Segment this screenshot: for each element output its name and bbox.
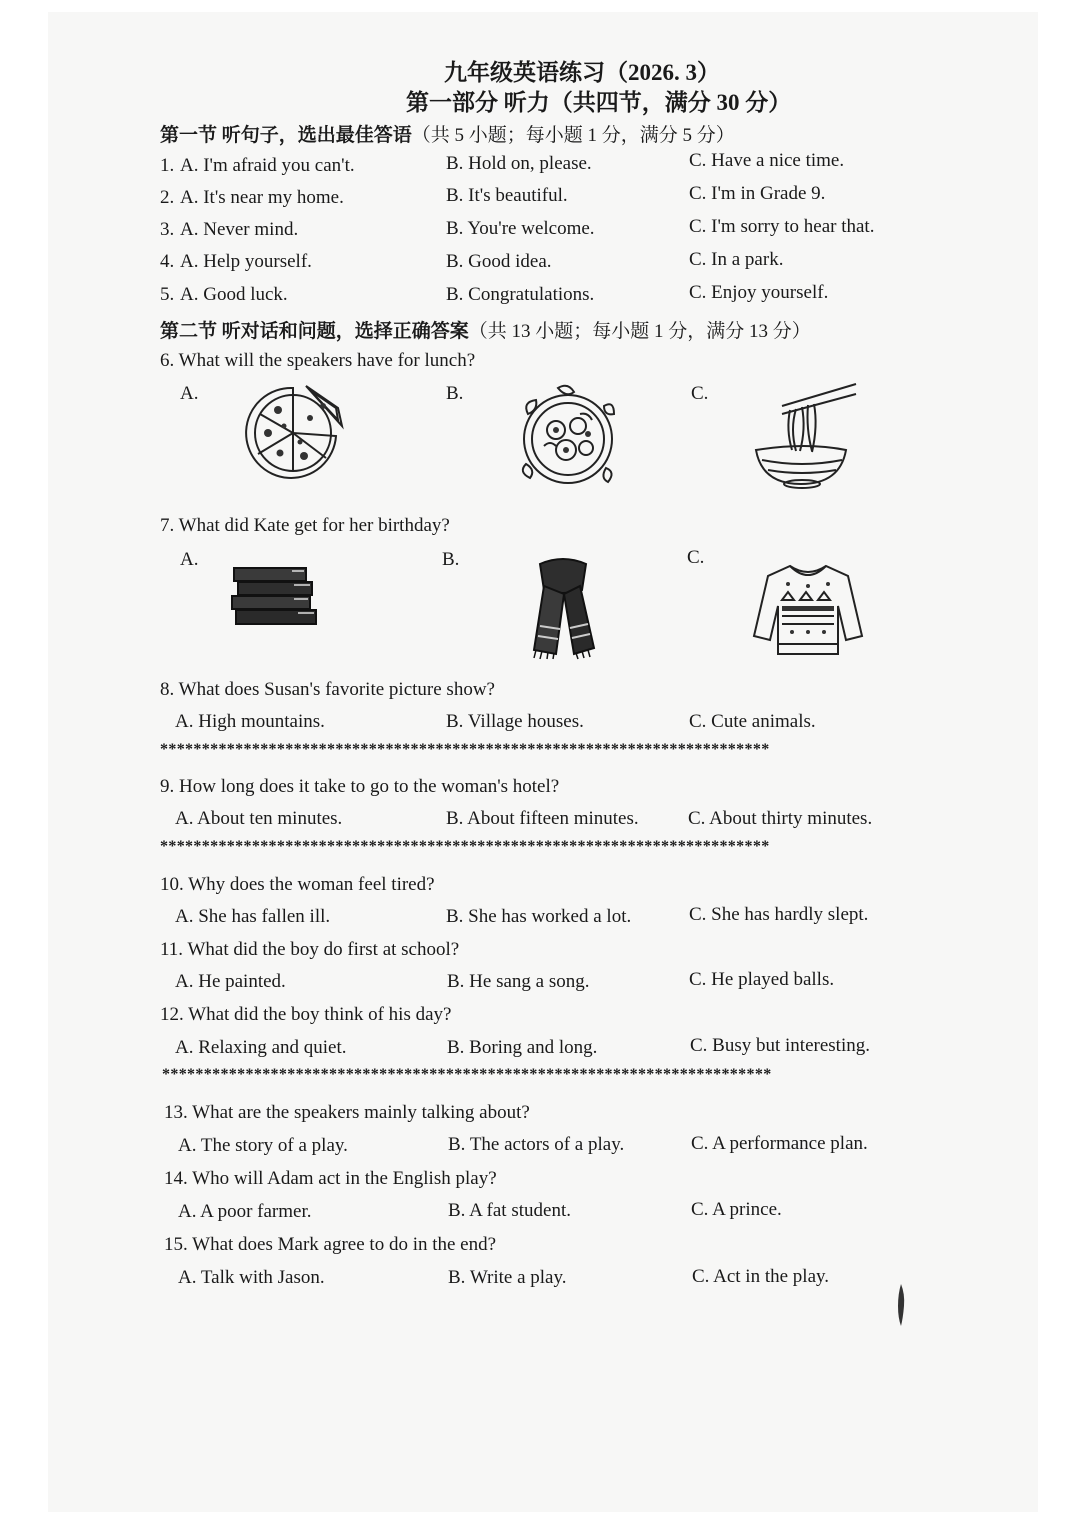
q6-label-b: B. — [446, 383, 464, 404]
option-c: C. Enjoy yourself. — [689, 282, 829, 303]
section1-note: （共 5 小题；每小题 1 分，满分 5 分） — [411, 125, 735, 146]
question-text: 13. What are the speakers mainly talking about? — [164, 1102, 530, 1123]
part-heading: 第一部分 听力（共四节，满分 30 分） — [406, 90, 792, 115]
separator-line: ************************************************************************* — [162, 1066, 772, 1083]
pizza-icon — [238, 378, 348, 483]
option-c: C. I'm sorry to hear that. — [689, 216, 875, 237]
noodles-icon — [752, 380, 862, 492]
separator-line: ************************************************************************* — [160, 838, 770, 855]
option-c: C. A prince. — [691, 1199, 782, 1220]
exam-title: 九年级英语练习（2026. 3） — [444, 60, 720, 85]
question-text: 14. Who will Adam act in the English play? — [164, 1168, 497, 1189]
section1-title: 第一节 听句子，选出最佳答语 — [160, 125, 412, 146]
q7-label-b: B. — [442, 549, 460, 570]
option-b: B. Hold on, please. — [446, 153, 592, 174]
scarf-icon — [518, 556, 608, 660]
option-a: A. High mountains. — [175, 711, 325, 732]
section2-title: 第二节 听对话和问题，选择正确答案 — [160, 321, 469, 342]
section2-note: （共 13 小题；每小题 1 分，满分 13 分） — [468, 321, 811, 342]
salad-icon — [518, 384, 618, 489]
option-b: B. She has worked a lot. — [446, 906, 632, 927]
item-number: 2. — [160, 187, 175, 208]
option-c: C. She has hardly slept. — [689, 904, 869, 925]
q7-label-c: C. — [687, 547, 705, 568]
question-text: 15. What does Mark agree to do in the end? — [164, 1234, 497, 1255]
section2-heading — [160, 316, 811, 343]
item-number: 1. — [160, 155, 175, 176]
option-a: A. Help yourself. — [180, 251, 312, 272]
option-b: B. The actors of a play. — [448, 1134, 625, 1155]
option-a: A. He painted. — [175, 971, 286, 992]
option-b: B. Good idea. — [446, 251, 552, 272]
question-7: 7. What did Kate get for her birthday? — [160, 515, 450, 536]
option-a: A. About ten minutes. — [175, 808, 343, 829]
question-text: 10. Why does the woman feel tired? — [160, 874, 435, 895]
option-c: C. Have a nice time. — [689, 150, 845, 171]
item-number: 4. — [160, 251, 175, 272]
pen-mark-icon — [894, 1282, 908, 1328]
option-b: B. Write a play. — [448, 1267, 567, 1288]
option-a: A. A poor farmer. — [178, 1201, 312, 1222]
option-b: B. Congratulations. — [446, 284, 595, 305]
option-c: C. Act in the play. — [692, 1266, 830, 1287]
option-a: A. I'm afraid you can't. — [180, 155, 355, 176]
option-a: A. She has fallen ill. — [175, 906, 331, 927]
sweater-icon — [752, 560, 864, 658]
option-b: B. He sang a song. — [447, 971, 590, 992]
question-text: 11. What did the boy do first at school? — [160, 939, 460, 960]
item-number: 3. — [160, 219, 175, 240]
section1-heading — [160, 120, 735, 147]
question-6: 6. What will the speakers have for lunch? — [160, 350, 476, 371]
option-a: A. Talk with Jason. — [178, 1267, 325, 1288]
option-a: A. The story of a play. — [178, 1135, 348, 1156]
option-b: B. Boring and long. — [447, 1037, 598, 1058]
books-icon — [228, 564, 320, 634]
option-a: A. Good luck. — [180, 284, 288, 305]
option-b: B. A fat student. — [448, 1200, 571, 1221]
q6-label-a: A. — [180, 383, 199, 404]
option-b: B. It's beautiful. — [446, 185, 568, 206]
q6-label-c: C. — [691, 383, 709, 404]
option-a: A. It's near my home. — [180, 187, 344, 208]
q7-label-a: A. — [180, 549, 199, 570]
question-text: 8. What does Susan's favorite picture show? — [160, 679, 495, 700]
option-a: A. Never mind. — [180, 219, 299, 240]
option-c: C. A performance plan. — [691, 1133, 868, 1154]
option-b: B. About fifteen minutes. — [446, 808, 639, 829]
option-c: C. About thirty minutes. — [688, 808, 873, 829]
option-a: A. Relaxing and quiet. — [175, 1037, 347, 1058]
option-b: B. Village houses. — [446, 711, 584, 732]
separator-line: ************************************************************************* — [160, 741, 770, 758]
option-c: C. Busy but interesting. — [690, 1035, 870, 1056]
option-c: C. Cute animals. — [689, 711, 816, 732]
option-c: C. In a park. — [689, 249, 784, 270]
question-text: 9. How long does it take to go to the woman's hotel? — [160, 776, 560, 797]
option-c: C. I'm in Grade 9. — [689, 183, 826, 204]
question-text: 12. What did the boy think of his day? — [160, 1004, 452, 1025]
option-b: B. You're welcome. — [446, 218, 595, 239]
option-c: C. He played balls. — [689, 969, 835, 990]
item-number: 5. — [160, 284, 175, 305]
